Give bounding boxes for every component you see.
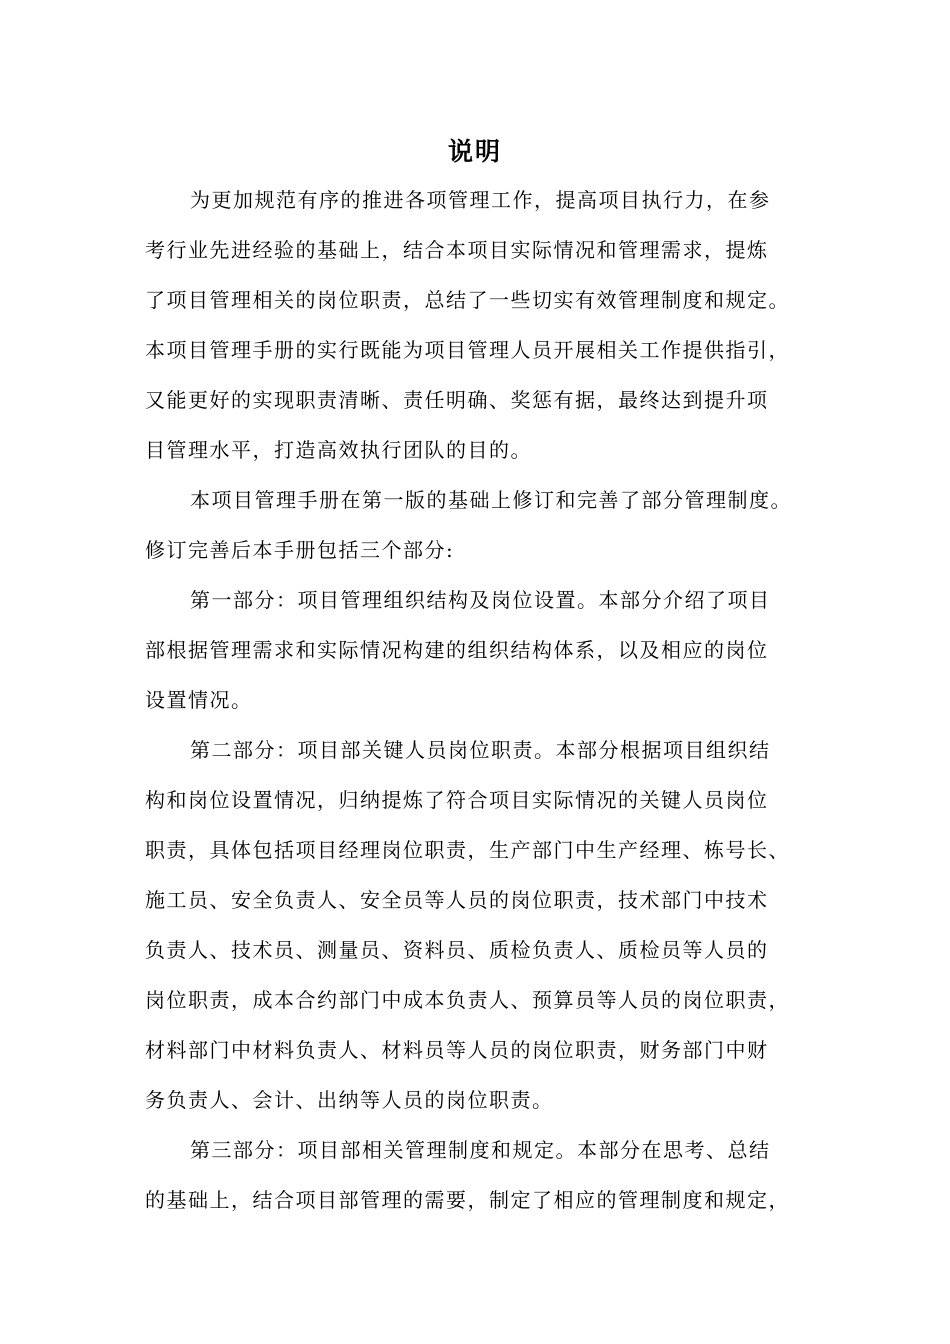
paragraph-line: 又能更好的实现职责清晰、责任明确、奖惩有据，最终达到提升项 bbox=[145, 388, 769, 412]
paragraph-line: 为更加规范有序的推进各项管理工作，提高项目执行力，在参 bbox=[190, 188, 771, 212]
paragraph-line: 职责，具体包括项目经理岗位职责，生产部门中生产经理、栋号长、 bbox=[145, 838, 790, 862]
paragraph-line: 设置情况。 bbox=[145, 688, 253, 712]
paragraph-line: 目管理水平，打造高效执行团队的目的。 bbox=[145, 438, 532, 462]
paragraph-line: 本项目管理手册的实行既能为项目管理人员开展相关工作提供指引， bbox=[145, 338, 790, 362]
paragraph-line: 第一部分：项目管理组织结构及岗位设置。本部分介绍了项目 bbox=[190, 588, 771, 612]
paragraph-line: 了项目管理相关的岗位职责，总结了一些切实有效管理制度和规定。 bbox=[145, 288, 790, 312]
paragraph-line: 修订完善后本手册包括三个部分: bbox=[145, 538, 455, 562]
paragraph-line: 第二部分：项目部关键人员岗位职责。本部分根据项目组织结 bbox=[190, 738, 771, 762]
paragraph-line: 施工员、安全负责人、安全员等人员的岗位职责，技术部门中技术 bbox=[145, 888, 769, 912]
paragraph-line: 岗位职责，成本合约部门中成本负责人、预算员等人员的岗位职责， bbox=[145, 988, 790, 1012]
paragraph-line: 部根据管理需求和实际情况构建的组织结构体系，以及相应的岗位 bbox=[145, 638, 769, 662]
paragraph-line: 构和岗位设置情况，归纳提炼了符合项目实际情况的关键人员岗位 bbox=[145, 788, 769, 812]
paragraph-line: 第三部分：项目部相关管理制度和规定。本部分在思考、总结 bbox=[190, 1138, 771, 1162]
paragraph-line: 务负责人、会计、出纳等人员的岗位职责。 bbox=[145, 1088, 554, 1112]
paragraph-line: 的基础上，结合项目部管理的需要，制定了相应的管理制度和规定， bbox=[145, 1188, 790, 1212]
paragraph-line: 负责人、技术员、测量员、资料员、质检负责人、质检员等人员的 bbox=[145, 938, 769, 962]
paragraph-line: 考行业先进经验的基础上，结合本项目实际情况和管理需求，提炼 bbox=[145, 238, 769, 262]
paragraph-line: 材料部门中材料负责人、材料员等人员的岗位职责，财务部门中财 bbox=[145, 1038, 769, 1062]
page-title: 说明 bbox=[447, 137, 502, 166]
paragraph-line: 本项目管理手册在第一版的基础上修订和完善了部分管理制度。 bbox=[190, 488, 792, 512]
